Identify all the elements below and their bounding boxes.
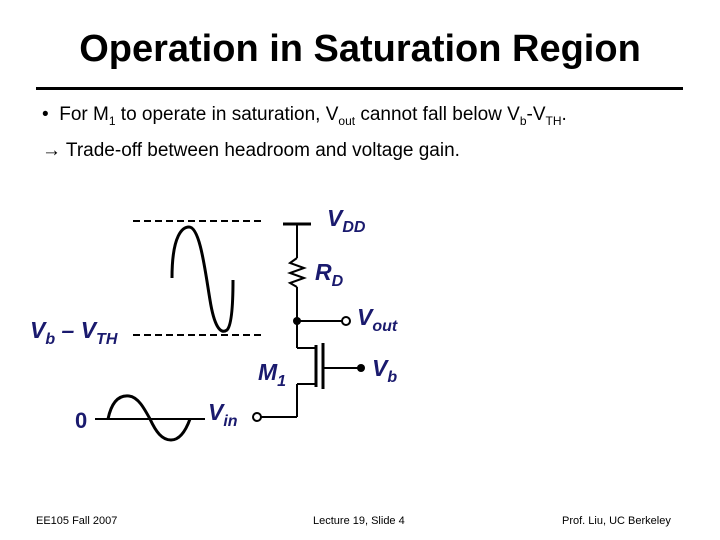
bullet-text-4: -V [526, 104, 546, 125]
footer-slide-number: Lecture 19, Slide 4 [313, 515, 405, 527]
footer-author: Prof. Liu, UC Berkeley [562, 515, 671, 527]
vout-terminal [342, 317, 350, 325]
vin-label: $V_{in}$ [208, 399, 238, 430]
bullet-text-5: . [561, 104, 567, 125]
vout-subscript: out [338, 113, 356, 128]
m-subscript: 1 [108, 113, 116, 128]
vin-terminal [253, 413, 261, 421]
rd-label: $R_D$ [315, 259, 344, 290]
tradeoff-text: Trade-off between headroom and voltage gain. [61, 140, 460, 161]
vdd-label: $V_{DD}$ [327, 205, 366, 236]
vth-subscript: TH [545, 113, 562, 128]
bullet-text-3: cannot fall below V [355, 104, 520, 125]
arrow-icon: → [42, 140, 61, 161]
bullet-text-2: to operate in saturation, V [115, 104, 339, 125]
vout-label: $V_{out}$ [357, 304, 398, 335]
bullet-text-1: For M [59, 104, 109, 125]
output-sine-wave [172, 227, 233, 331]
vb-subscript: b [519, 113, 527, 128]
m1-label: $M_1$ [258, 359, 287, 390]
vb-node [357, 364, 365, 372]
vb-minus-vth-label: $V_b - V_{TH}$ [30, 317, 118, 348]
slide-title: Operation in Saturation Region [79, 28, 641, 70]
zero-label: 0 [75, 408, 88, 433]
input-sine-wave [108, 396, 190, 440]
bullet-marker: • [42, 104, 49, 125]
vb-label: $V_b$ [372, 355, 398, 386]
footer-course: EE105 Fall 2007 [36, 515, 118, 527]
resistor-rd [290, 258, 304, 287]
